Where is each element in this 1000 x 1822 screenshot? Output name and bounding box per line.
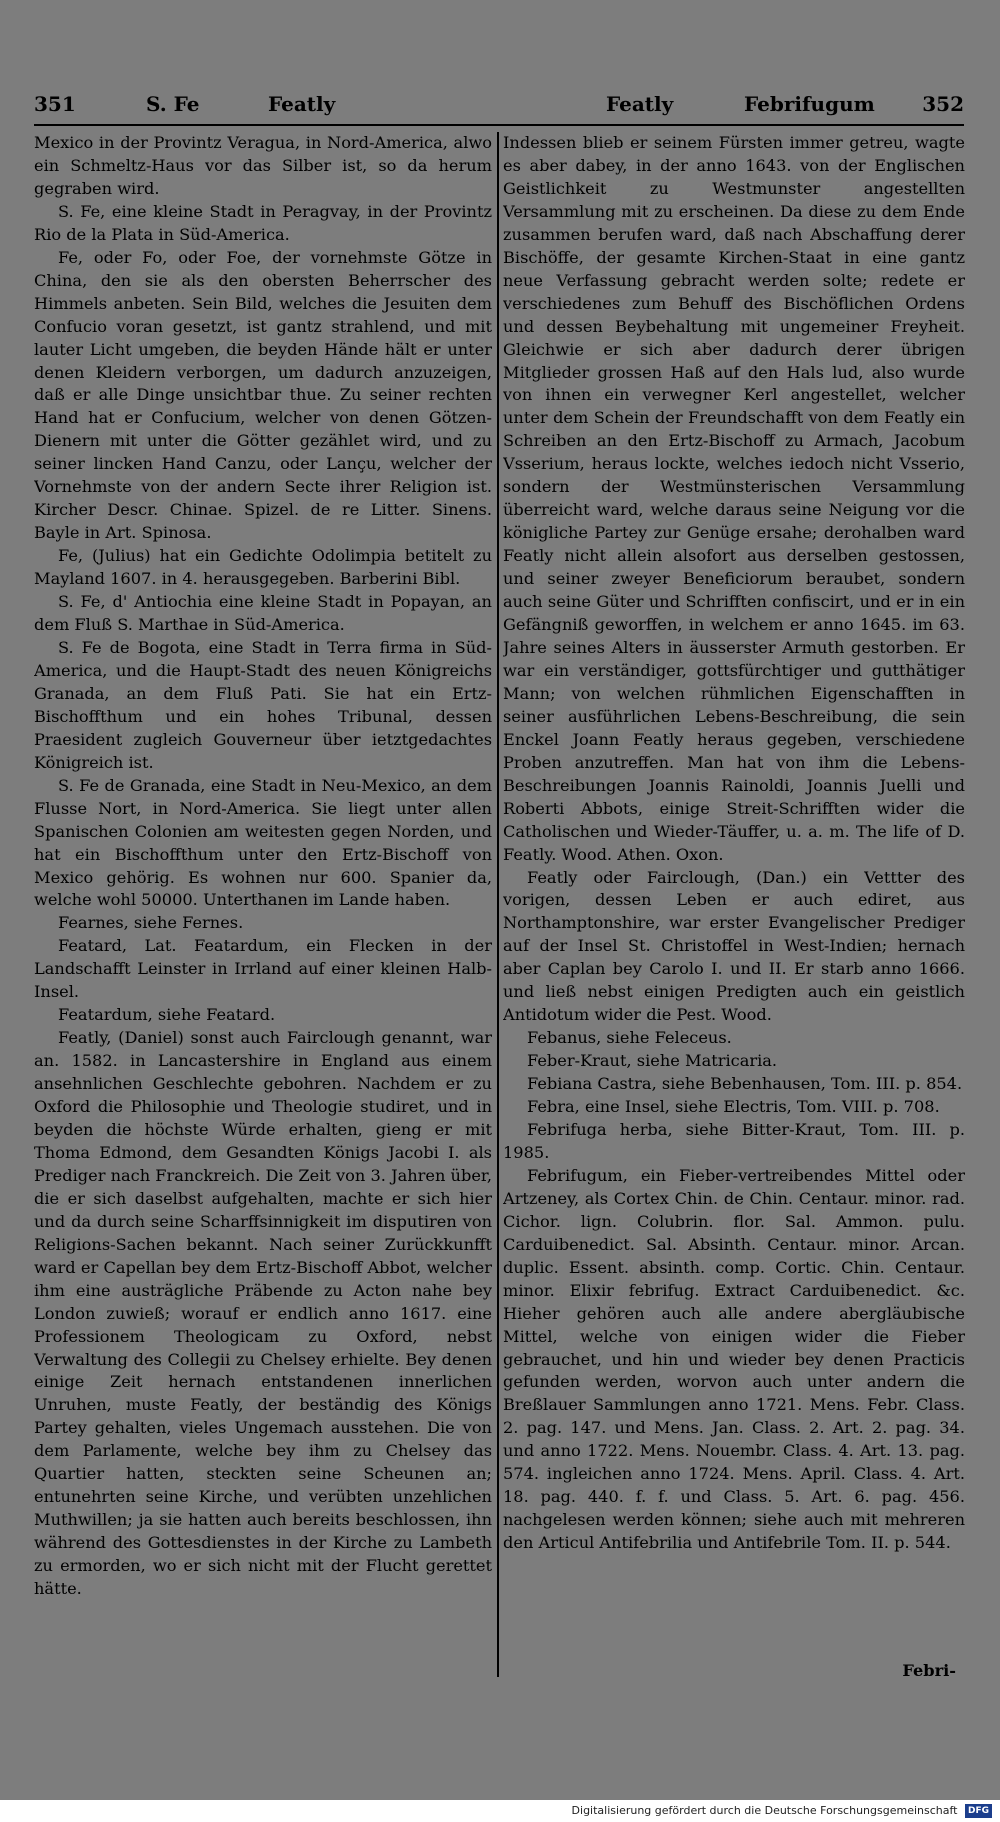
left-column-entry: S. Fe de Bogota, eine Stadt in Terra firma in Süd-America, und die Haupt-Stadt des neuen Königreichs Granada, an dem Fluß Pati. Sie hat ein Ertz-Bischoffthum und ein hohes Tribunal, dessen Praesident zugleich Gouverneur über ietztgedachtes Königreich ist. <box>34 637 492 772</box>
right-column-entry: Feber-Kraut, siehe Matricaria. <box>527 1051 778 1071</box>
right-column-entry: Featly oder Fairclough, (Dan.) ein Vettter des vorigen, dessen Leben er auch ediret, aus Northamptonshire, war erster Evangelischer Prediger auf der Insel St. Christoffel in West-Indien; hernach aber Caplan bey Carolo I. und II. Er starb anno 1666. und ließ nebst einigen Predigten auch ein geistlich Antidotum wider die Pest. Wood. <box>503 867 965 1025</box>
dfg-logo: DFG <box>965 1804 992 1818</box>
left-column-entry: Fearnes, siehe Fernes. <box>58 913 244 933</box>
page-number-right: 352 <box>922 92 964 116</box>
page-number-left: 351 <box>34 92 76 116</box>
left-column-entry: Fe, (Julius) hat ein Gedichte Odolimpia betitelt zu Mayland 1607. in 4. herausgegeben. Barberini Bibl. <box>34 546 492 589</box>
left-column-entry: Mexico in der Provintz Veragua, in Nord-America, alwo ein Schmeltz-Haus vor das Silber ist, so da herum gegraben wird. <box>34 133 492 198</box>
left-column-entry: S. Fe de Granada, eine Stadt in Neu-Mexico, an dem Flusse Nort, in Nord-America. Sie liegt unter allen Spanischen Colonien am weitesten gegen Norden, und hat ein Bischoffthum unter den Ertz-Bischoff von Mexico gehörig. Es wohnen nur 600. Spanier da, welche wohl 50000. Unterthanen im Lande haben. <box>34 775 492 910</box>
footer-text: Digitalisierung gefördert durch die Deutsche Forschungsgemeinschaft <box>571 1804 958 1817</box>
header-rule <box>34 124 964 126</box>
left-column-entry: Featly, (Daniel) sonst auch Fairclough genannt, war an. 1582. in Lancastershire in England aus einem ansehnlichen Geschlechte gebohren. Nachdem er zu Oxford die Philosophie und Theologie studiret, und in beyden die höchste Würde erhalten, gieng er mit Thoma Edmond, dem Gesandten Königs Jacobi I. als Prediger nach Franckreich. Die Zeit von 3. Jahren über, die er sich daselbst aufgehalten, machte er sich hier und da durch seine Scharffsinnigkeit im disputiren von Religions-Sachen bekannt. Nach seiner Zurückkunfft ward er Capellan bey dem Ertz-Bischoff Abbot, welcher ihm eine austrägliche Präbende zu Acton nahe bey London zuwieß; worauf er endlich anno 1617. eine Professionem Theologicam zu Oxford, nebst Verwaltung des Collegii zu Chelsey erhielte. Bey denen einige Zeit hernach entstandenen innerlichen Unruhen, muste Featly, der beständig des Königs Partey gehalten, vieles Ungemach ausstehen. Die von dem Parlamente, welche bey ihm zu Chelsey das Quartier hatten, steckten seine Scheunen an; entunehrten seine Kirche, und verübten unzehlichen Muthwillen; ja sie hatten auch bereits beschlossen, ihn während des Gottesdienstes in der Kirche zu Lambeth zu ermorden, wo er sich nicht mit der Flucht gerettet hätte. <box>34 1028 492 1599</box>
left-column-entry: Featard, Lat. Featardum, ein Flecken in der Landschafft Leinster in Irrland auf einer kleinen Halb-Insel. <box>34 936 492 1002</box>
right-column-entry: Febrifuga herba, siehe Bitter-Kraut, Tom. III. p. 1985. <box>503 1119 965 1162</box>
right-column <box>503 132 965 1672</box>
right-column-entry: Febra, eine Insel, siehe Electris, Tom. VIII. p. 708. <box>527 1097 940 1117</box>
right-column-entry: Febanus, siehe Feleceus. <box>527 1028 732 1048</box>
right-column-entry: Febiana Castra, siehe Bebenhausen, Tom. III. p. 854. <box>527 1074 963 1094</box>
header-keyword-right-2: Febrifugum <box>744 92 875 116</box>
header-keyword-left-1: S. Fe <box>146 92 200 116</box>
left-column <box>34 132 492 1672</box>
left-column-entry: Fe, oder Fo, oder Foe, der vornehmste Götze in China, den sie als den obersten Beherrscher des Himmels anbeten. Sein Bild, welches die Jesuiten dem Confucio voran gesetzt, ist gantz strahlend, und mit lauter Licht umgeben, die beyden Hände hält er unter denen Kleidern verborgen, um dadurch anzuzeigen, daß er alle Dinge unsichtbar thue. Zu seiner rechten Hand hat er Confucium, welcher von denen Götzen-Dienern mit unter die Götter gezählet wird, und zu seiner lincken Hand Canzu, oder Lançu, welcher der Vornehmste von der andern Secte ihrer Religion ist. Kircher Descr. Chinae. Spizel. de re Litter. Sinens. Bayle in Art. Spinosa. <box>34 247 492 543</box>
left-column-entry: S. Fe, eine kleine Stadt in Peragvay, in der Provintz Rio de la Plata in Süd-America. <box>34 201 492 244</box>
header-keyword-right-1: Featly <box>606 92 674 116</box>
left-column-entry: Featardum, siehe Featard. <box>58 1005 276 1025</box>
right-column-entry: Indessen blieb er seinem Fürsten immer getreu, wagte es aber dabey, in der anno 1643. von der Englischen Geistlichkeit zu Westmunster angestellten Versammlung mit zu erscheinen. Da diese zu dem Ende zusammen berufen ward, daß nach Abschaffung derer Bischöffe, der gesamte Kirchen-Staat in eine gantz neue Verfassung gebracht werden solte; redete er verschiedenes zum Behuff des Bischöflichen Ordens und dessen Beybehaltung mit ungemeiner Freyheit. Gleichwie er sich aber dadurch derer übrigen Mitglieder grossen Haß auf den Hals lud, also wurde von ihnen ein verwegner Kerl angestellet, welcher unter dem Schein der Freundschafft von dem Featly ein Schreiben an den Ertz-Bischoff zu Armach, Jacobum Vsserium, heraus lockte, welches iedoch nicht Vsserio, sondern der Westmünsterischen Versammlung überreicht ward, welche daraus seine Neigung vor die königliche Partey zur Genüge ersahe; derohalben ward Featly nicht allein alsofort aus derselben gestossen, und seiner zweyer Beneficiorum beraubet, sondern auch seine Güter und Schrifften confiscirt, und er in ein Gefängniß geworffen, in welchem er anno 1645. im 63. Jahre seines Alters in äusserster Armuth gestorben. Er war ein verständiger, gottsfürchtiger und gutthätiger Mann; von welchen rühmlichen Eigenschafften in seiner ausführlichen Lebens-Beschreibung, die sein Enckel Joann Featly heraus gegeben, verschiedene Proben anzutreffen. Man hat von ihm die Lebens-Beschreibungen Joannis Rainoldi, Joannis Juelli und Roberti Abbots, einige Streit-Schrifften wider die Catholischen und Wieder-Täuffer, u. a. m. The life of D. Featly. Wood. Athen. Oxon. <box>503 133 965 864</box>
column-divider <box>497 132 499 1677</box>
footer <box>0 1800 1000 1822</box>
right-column-entry: Febrifugum, ein Fieber-vertreibendes Mittel oder Artzeney, als Cortex Chin. de Chin. Centaur. minor. rad. Cichor. lign. Colubrin. flor. Sal. Ammon. pulu. Carduibenedict. Sal. Absinth. Centaur. minor. Arcan. duplic. Essent. absinth. comp. Cortic. Chin. Centaur. minor. Elixir febrifug. Extract Carduibenedict. &c. Hieher gehören auch alle andere abergläubische Mittel, welche von einigen wider die Fieber gebrauchet, und hin und wieder bey denen Practicis gefunden werden, worvon auch unter andern die Breßlauer Sammlungen anno 1721. Mens. Febr. Class. 2. pag. 147. und Mens. Jan. Class. 2. Art. 2. pag. 34. und anno 1722. Mens. Nouembr. Class. 4. Art. 13. pag. 574. ingleichen anno 1724. Mens. April. Class. 4. Art. 18. pag. 440. f. f. und Class. 5. Art. 6. pag. 456. nachgelesen werden können; siehe auch mit mehreren den Articul Antifebrilia und Antifebrile Tom. II. p. 544. <box>503 1165 965 1553</box>
running-header <box>34 92 964 126</box>
header-keyword-left-2: Featly <box>268 92 336 116</box>
catchword: Febri- <box>902 1661 956 1680</box>
left-column-entry: S. Fe, d' Antiochia eine kleine Stadt in Popayan, an dem Fluß S. Marthae in Süd-America. <box>34 592 492 635</box>
